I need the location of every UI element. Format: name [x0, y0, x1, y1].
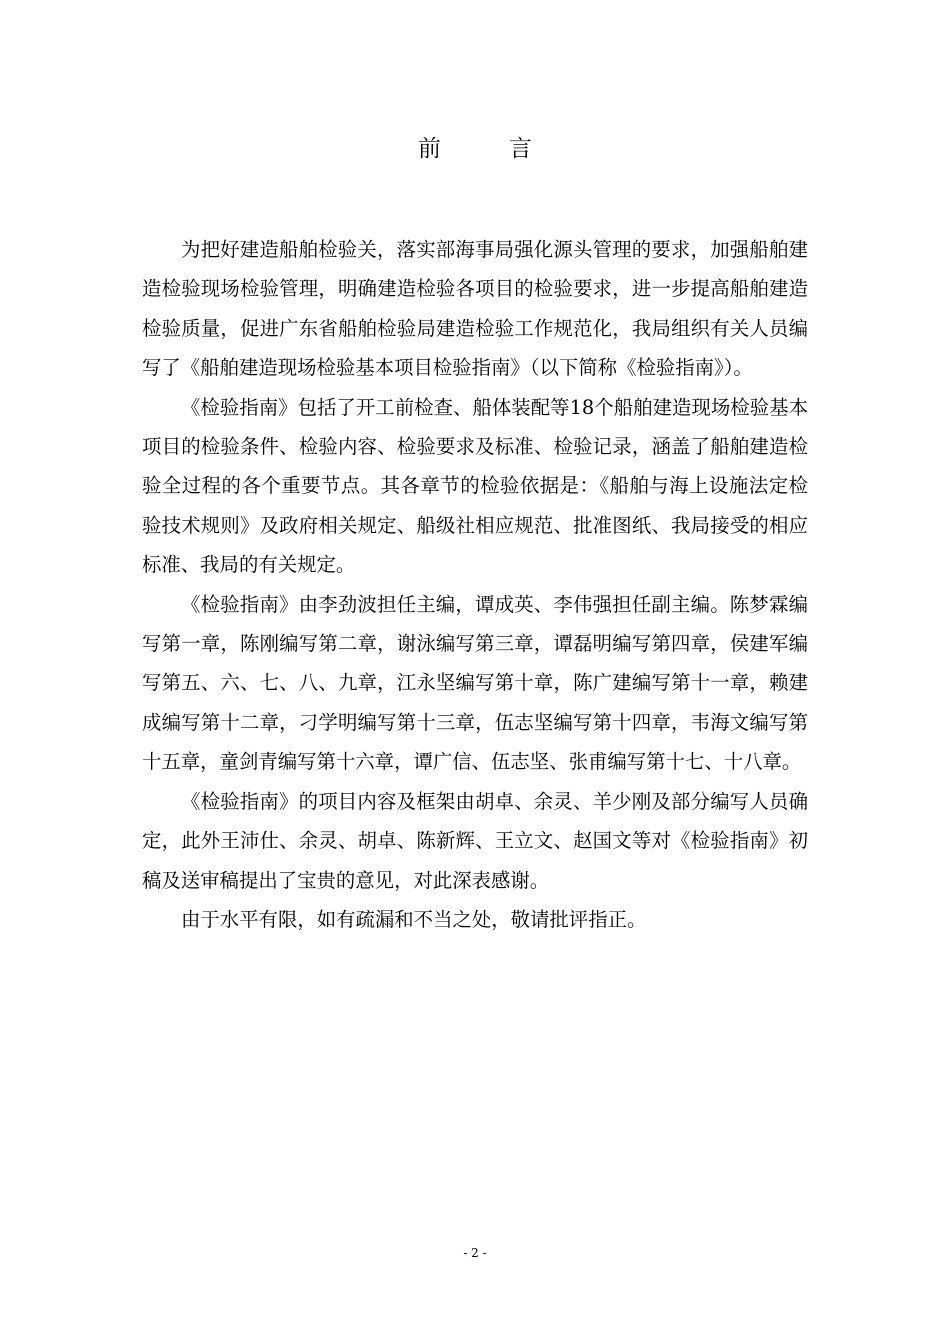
paragraph-scope: 《检验指南》包括了开工前检查、船体装配等18个船舶建造现场检验基本项目的检验条件、检验内容、检验要求及标准、检验记录，涵盖了船舶建造检验全过程的各个重要节点。其各章节的检验依据是：《船舶与海上设施法定检验技术规则》及政府相关规定、船级社相应规范、批准图纸、我局接受的相应标准、我局的有关规定。: [142, 395, 808, 577]
page-title: 前言: [418, 136, 600, 162]
preface-body: [142, 230, 808, 939]
paragraph-authors: 《检验指南》由李劲波担任主编，谭成英、李伟强担任副主编。陈梦霖编写第一章，陈刚编写第二章，谢泳编写第三章，谭磊明编写第四章，侯建军编写第五、六、七、八、九章，江永坚编写第十章，陈广建编写第十一章，赖建成编写第十二章，刁学明编写第十三章，伍志坚编写第十四章，韦海文编写第十五章，童剑青编写第十六章，谭广信、伍志坚、张甫编写第十七、十八章。: [142, 592, 808, 774]
paragraph-acknowledgements: 《检验指南》的项目内容及框架由胡卓、余灵、羊少刚及部分编写人员确定，此外王沛仕、余灵、胡卓、陈新辉、王立文、赵国文等对《检验指南》初稿及送审稿提出了宝贵的意见，对此深表感谢。: [142, 789, 808, 892]
paragraph-closing: 由于水平有限，如有疏漏和不当之处，敬请批评指正。: [181, 907, 647, 931]
page-number: - 2 -: [463, 1246, 487, 1260]
paragraph-purpose: 为把好建造船舶检验关，落实部海事局强化源头管理的要求，加强船舶建造检验现场检验管理，明确建造检验各项目的检验要求，进一步提高船舶建造检验质量，促进广东省船舶检验局建造检验工作规范化，我局组织有关人员编写了《船舶建造现场检验基本项目检验指南》（以下简称《检验指南》）。: [142, 238, 808, 380]
